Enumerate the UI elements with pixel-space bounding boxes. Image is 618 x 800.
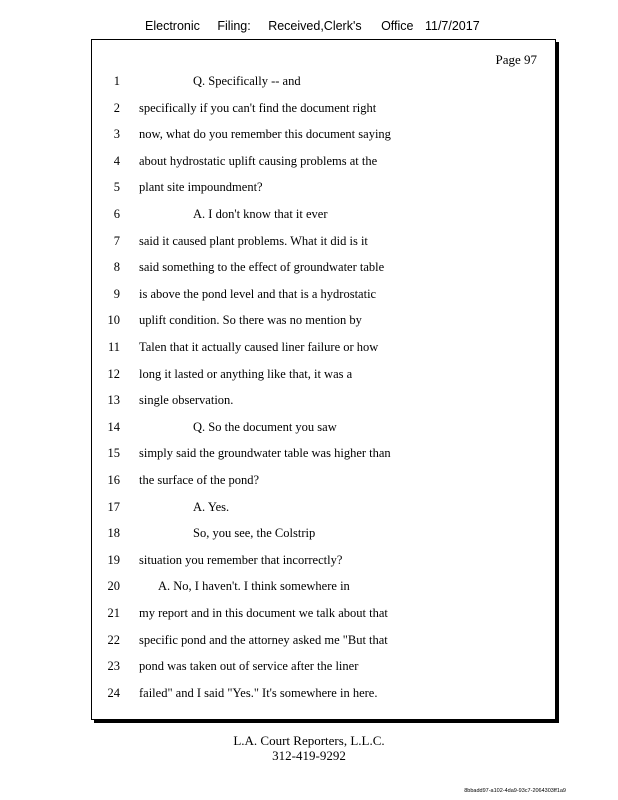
transcript-line [92,127,555,153]
transcript-line [92,207,555,233]
transcript-line [92,420,555,446]
line-number: 16 [107,473,120,487]
line-text: Q. So the document you saw [193,419,337,434]
transcript-line [92,500,555,526]
line-text: the surface of the pond? [139,473,260,487]
transcript-line [92,340,555,366]
transcript-page [91,39,556,720]
line-number: 15 [107,446,120,461]
transcript-line [92,367,555,393]
filing-header-part: Received,Clerk's [268,19,362,33]
transcript-line [92,313,555,339]
transcript-line [92,154,555,180]
line-text: now, what do you remember this document saying [139,127,391,142]
transcript-line [92,446,555,472]
transcript-line [92,633,555,659]
transcript-line [92,473,555,499]
transcript-line [92,287,555,313]
reporter-phone: 312-419-9292 [272,748,346,763]
line-number: 20 [107,579,120,594]
line-number: 19 [107,552,120,567]
transcript-line [92,526,555,552]
line-number: 14 [107,419,120,434]
line-number: 1 [113,74,120,88]
line-text: uplift condition. So there was no mention by [139,313,362,328]
transcript-line [92,686,555,712]
line-number: 8 [113,260,120,275]
reporter-company: L.A. Court Reporters, L.L.C. [233,733,385,748]
line-text: A. I don't know that it ever [193,207,328,221]
transcript-line [92,234,555,260]
line-text: situation you remember that incorrectly? [139,552,343,567]
line-text: A. Yes. [193,499,230,514]
line-number: 2 [113,100,120,115]
line-text: said it caused plant problems. What it did is it [139,233,368,248]
line-text: Q. Specifically -- and [193,74,301,88]
line-text: So, you see, the Colstrip [193,526,316,541]
line-text: specifically if you can't find the document right [139,100,377,115]
line-number: 6 [113,207,120,221]
transcript-line [92,101,555,127]
line-text: long it lasted or anything like that, it was a [139,366,353,381]
transcript-line [92,579,555,605]
line-text: plant site impoundment? [139,180,263,195]
line-text: single observation. [139,393,234,408]
transcript-line [92,260,555,286]
line-number: 7 [113,233,120,248]
line-text: Talen that it actually caused liner failure or how [139,340,379,354]
line-number: 17 [107,499,120,514]
line-number: 11 [107,340,120,354]
filing-date: 11/7/2017 [424,19,480,33]
line-number: 23 [107,659,120,674]
line-number: 10 [107,313,120,328]
filing-header-part: Office [381,19,414,33]
transcript-line [92,393,555,419]
line-number: 5 [113,180,120,195]
line-text: A. No, I haven't. I think somewhere in [158,579,350,594]
line-number: 13 [107,393,120,408]
line-number: 21 [107,606,120,620]
line-text: about hydrostatic uplift causing problems at the [139,153,378,168]
line-text: my report and in this document we talk about that [139,606,388,620]
transcript-line [92,606,555,632]
line-number: 3 [113,127,120,142]
filing-header [145,19,480,33]
page-number: Page 97 [495,52,537,67]
line-number: 22 [107,632,120,647]
transcript-line [92,659,555,685]
transcript-line [92,180,555,206]
document-hash: 8bbadd97-a102-4da9-93c7-2064303ff1a9 [464,788,566,794]
transcript-line [92,74,555,100]
line-number: 4 [113,153,120,168]
line-number: 18 [107,526,120,541]
line-text: failed" and I said "Yes." It's somewhere in here. [139,685,378,700]
line-number: 9 [113,286,120,301]
line-number: 12 [107,366,120,381]
line-text: is above the pond level and that is a hydrostatic [139,286,377,301]
line-number: 24 [107,685,120,700]
filing-header-part: Filing: [217,19,251,33]
line-text: said something to the effect of groundwater table [139,260,385,275]
line-text: simply said the groundwater table was higher than [139,446,391,461]
transcript-line [92,553,555,579]
line-text: pond was taken out of service after the liner [139,659,359,674]
filing-header-part: Electronic [145,19,200,33]
line-text: specific pond and the attorney asked me "But that [139,632,388,647]
